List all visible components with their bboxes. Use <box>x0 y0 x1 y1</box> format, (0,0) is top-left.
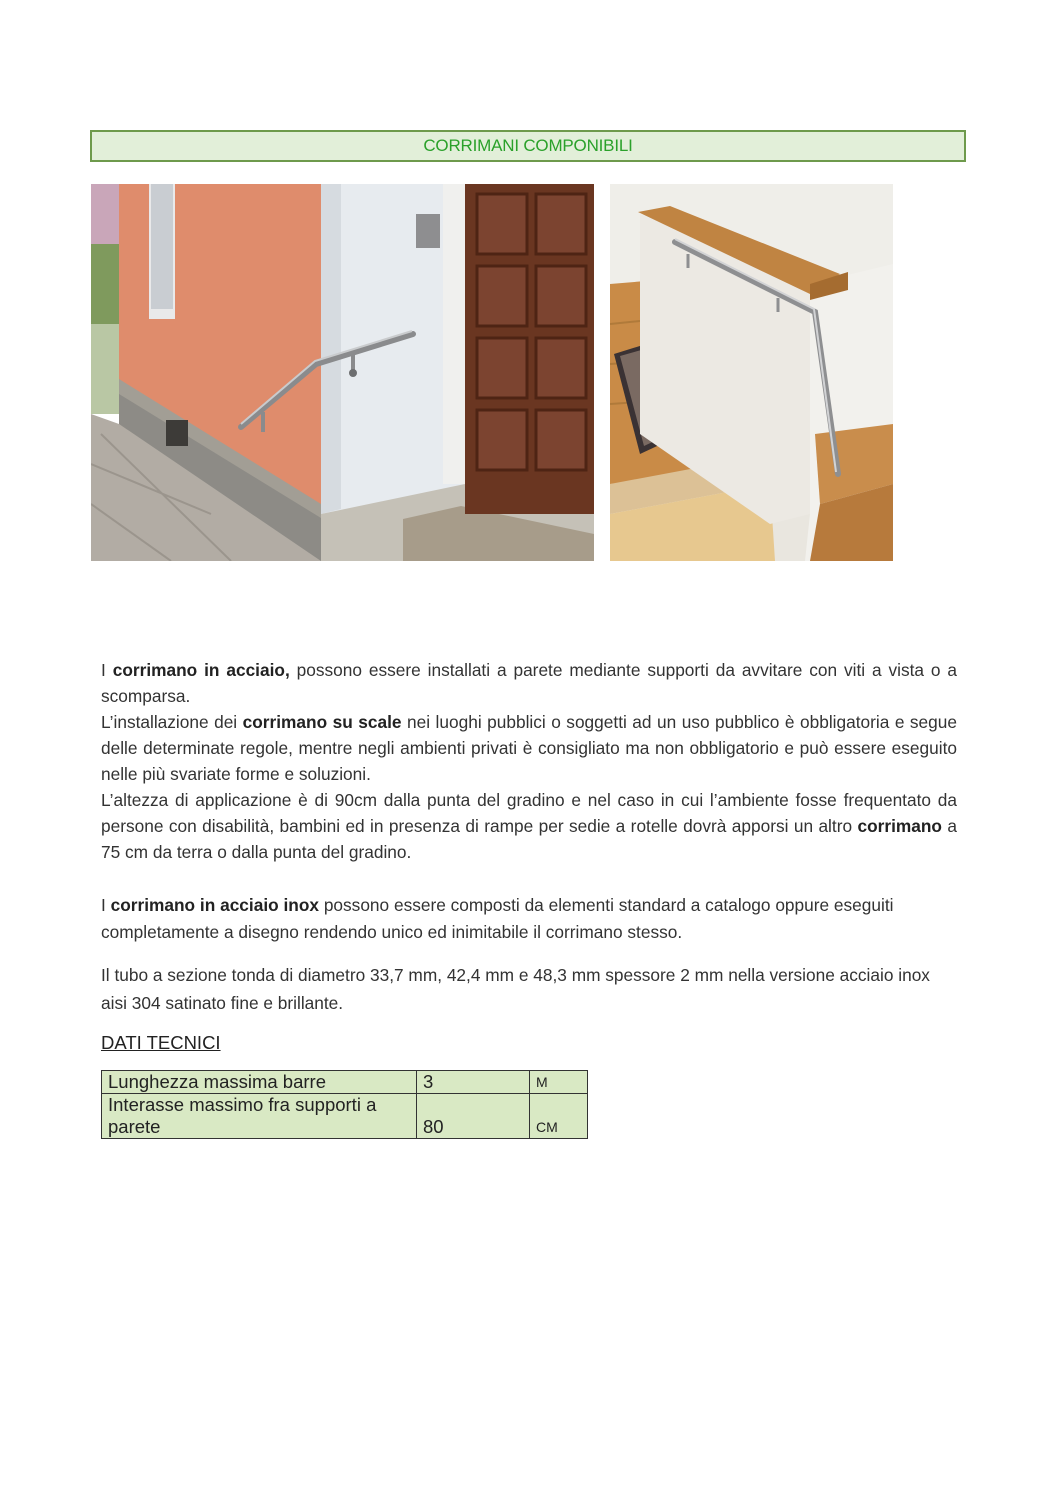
paragraph-acciaio: I corrimano in acciaio, possono essere installati a parete mediante supporti da avvitare con viti a vista o a scomparsa. <box>101 660 958 706</box>
page-title <box>90 130 966 162</box>
tech-data-table <box>101 1070 588 1139</box>
tech-data-heading: DATI TECNICI <box>101 1032 221 1053</box>
table-cell-unit: CM <box>530 1094 588 1139</box>
table-cell-label: Interasse massimo fra supporti a parete <box>102 1094 417 1139</box>
table-row <box>102 1071 588 1094</box>
table-row <box>102 1094 588 1139</box>
table-cell-value: 80 <box>417 1094 530 1139</box>
paragraph-tubo: Il tubo a sezione tonda di diametro 33,7 mm, 42,4 mm e 48,3 mm spessore 2 mm nella versione acciaio inox aisi 304 satinato fine e brillante. <box>101 965 930 1013</box>
table-cell-label: Lunghezza massima barre <box>102 1071 417 1094</box>
table-cell-value: 3 <box>417 1071 530 1094</box>
paragraph-inox: I corrimano in acciaio inox possono essere composti da elementi standard a catalogo oppure eseguiti completamente a disegno rendendo unico ed inimitabile il corrimano stesso. <box>101 895 894 942</box>
handrail-staircase-photo <box>610 184 893 561</box>
handrail-exterior-photo <box>91 184 594 561</box>
table-cell-unit: M <box>530 1071 588 1094</box>
paragraph-altezza: L’altezza di applicazione è di 90cm dalla punta del gradino e nel caso in cui l’ambiente fosse frequentato da persone con disabilità, bambini ed in presenza di rampe per sedie a rotelle dovrà apporsi un altro corrimano a 75 cm da terra o dalla punta del gradino. <box>101 790 957 862</box>
paragraph-installazione: L’installazione dei corrimano su scale nei luoghi pubblici o soggetti ad un uso pubblico è obbligatoria e segue delle determinate regole, mentre negli ambienti privati è consigliato ma non obbligatorio e può essere eseguito nelle più svariate forme e soluzioni. <box>101 712 957 784</box>
intro-paragraphs <box>101 657 957 865</box>
page-title-text: CORRIMANI COMPONIBILI <box>423 136 633 155</box>
